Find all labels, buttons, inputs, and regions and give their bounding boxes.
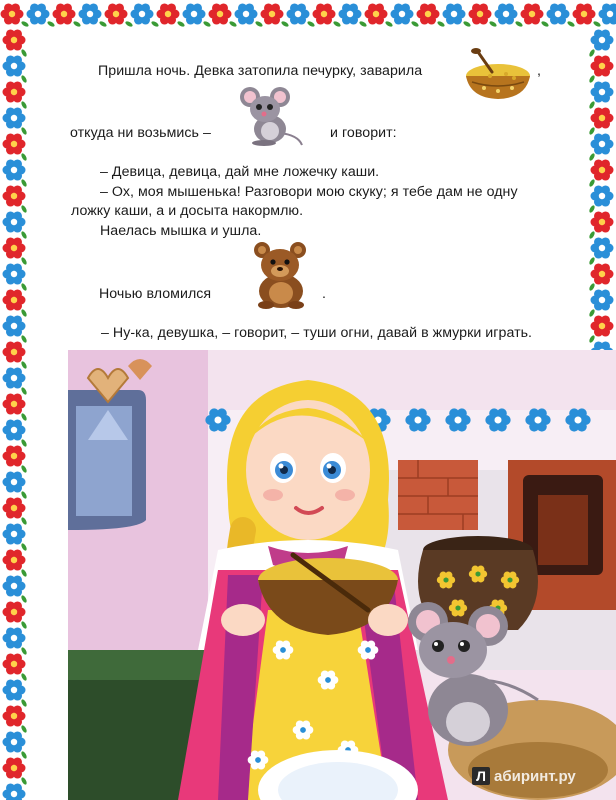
border-flower [3,783,26,800]
border-flower [3,393,26,414]
bear-icon [244,241,318,309]
border-leaf [20,621,27,630]
border-leaf [20,491,27,500]
text-line-1: Пришла ночь. Девка затопила печурку, заварила [98,63,423,79]
border-flower [3,523,26,544]
text-line-7-end: . [322,286,326,302]
border-flower [3,471,26,492]
border-leaf [20,777,27,786]
border-flower [3,445,26,466]
border-flower [3,757,26,778]
girl-with-porridge-and-mouse-illustration [68,350,616,800]
watermark [472,765,576,787]
border-flower [3,367,26,388]
border-flower [3,549,26,570]
text-line-6: Наелась мышка и ушла. [100,223,262,239]
text-line-2-end: и говорит: [330,125,397,141]
border-flower [3,575,26,596]
border-leaf [20,569,27,578]
border-leaf [20,751,27,760]
border-flower [3,601,26,622]
border-flower [3,653,26,674]
story-text [0,0,616,360]
border-leaf [20,673,27,682]
border-leaf [20,387,27,396]
border-flower [3,679,26,700]
text-line-5: ложку каши, а и досыта накормлю. [71,203,304,219]
border-leaf [20,647,27,656]
border-flower [3,419,26,440]
text-line-8: – Ну-ка, девушка, – говорит, – туши огни, давай в жмурки играть. [101,325,533,341]
border-leaf [20,465,27,474]
border-leaf [20,439,27,448]
border-leaf [20,517,27,526]
border-leaf [20,595,27,604]
text-line-2-start: откуда ни возьмись – [70,125,211,141]
border-leaf [20,699,27,708]
border-leaf [20,413,27,422]
watermark-badge: Л [472,767,490,785]
watermark-text: абиринт.ру [494,767,576,785]
text-line-1-end: , [537,63,541,79]
border-flower [3,627,26,648]
border-leaf [20,361,27,370]
border-flower [3,731,26,752]
text-line-4: – Ох, моя мышенька! Разговори мою скуку; я тебе дам не одну [100,184,518,200]
border-leaf [20,725,27,734]
border-flower [3,497,26,518]
mouse-icon [236,85,306,147]
text-line-3: – Девица, девица, дай мне ложечку каши. [100,164,380,180]
text-line-7-start: Ночью вломился [99,286,212,302]
bowl-of-porridge-icon [462,46,534,102]
border-flower [3,705,26,726]
border-leaf [20,543,27,552]
